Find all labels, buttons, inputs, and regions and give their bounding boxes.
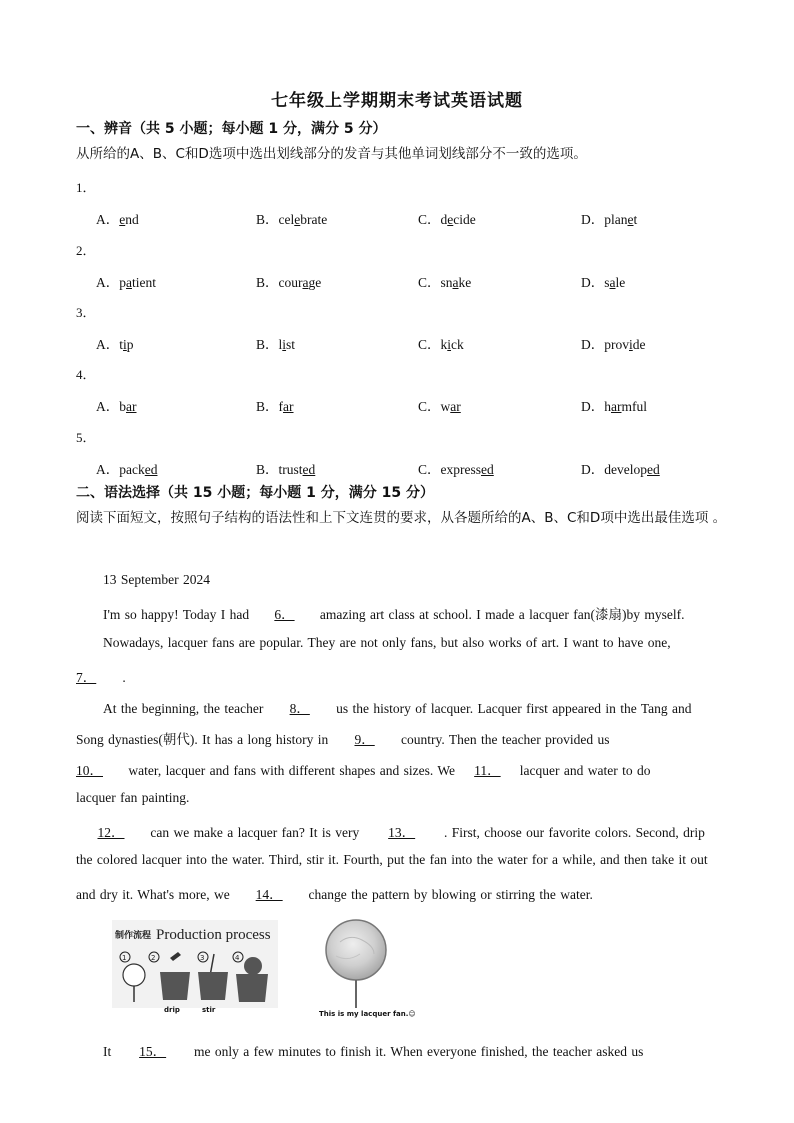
- option-pre: cour: [278, 275, 303, 290]
- passage-text: Nowadays, lacquer fans are popular. They are not only fans, but also works of art. I want to have one,: [103, 635, 671, 650]
- option-label: B．: [256, 275, 279, 290]
- answer-option[interactable]: [96, 395, 137, 415]
- option-pre: w: [440, 399, 451, 414]
- step-number: 2: [151, 954, 156, 962]
- underlined-letters: ed: [302, 462, 316, 477]
- option-pre: prov: [604, 337, 629, 352]
- option-pre: sn: [440, 275, 453, 290]
- underlined-letters: a: [302, 275, 309, 290]
- passage-text: change the pattern by blowing or stirring the water.: [308, 887, 593, 902]
- answer-option[interactable]: [256, 333, 295, 353]
- option-label: A．: [96, 337, 120, 352]
- underlined-letters: ar: [126, 399, 137, 414]
- answer-option[interactable]: [96, 458, 157, 478]
- option-post: st: [286, 337, 296, 352]
- option-post: cide: [453, 212, 476, 227]
- figure-label-drip: drip: [164, 1006, 180, 1014]
- underlined-letters: ed: [647, 462, 660, 477]
- option-post: ke: [458, 275, 472, 290]
- answer-option[interactable]: [418, 458, 494, 478]
- underlined-letters: e: [294, 212, 301, 227]
- passage-line: [103, 635, 695, 651]
- passage-text: country. Then the teacher provided us: [400, 732, 610, 747]
- option-label: C．: [418, 275, 441, 290]
- answer-option[interactable]: [418, 395, 461, 415]
- blank-11[interactable]: 11．: [474, 763, 501, 778]
- option-label: D．: [581, 399, 605, 414]
- answer-option[interactable]: [96, 333, 134, 353]
- option-label: D．: [581, 462, 605, 477]
- option-pre: express: [440, 462, 482, 477]
- answer-option[interactable]: [581, 271, 625, 291]
- option-pre: b: [119, 399, 126, 414]
- answer-option[interactable]: [256, 458, 315, 478]
- passage-line: [76, 821, 705, 841]
- step-number: 3: [200, 954, 205, 962]
- underlined-letters: ed: [481, 462, 494, 477]
- option-pre: h: [604, 399, 611, 414]
- passage-text: I'm so happy! Today I had: [103, 607, 250, 622]
- passage-text: us the history of lacquer. Lacquer first appeared in the Tang and: [336, 701, 692, 716]
- option-pre: trust: [278, 462, 303, 477]
- passage-line: [103, 1040, 670, 1060]
- section2-instruction: 阅读下面短文，按照句子结构的语法性和上下文连贯的要求，从各题所给的A、B、C和D项中选出最佳选项 。: [76, 510, 727, 526]
- option-post: de: [632, 337, 646, 352]
- passage-text: lacquer and water to do: [519, 763, 651, 778]
- option-pre: p: [119, 275, 126, 290]
- option-pre: d: [440, 212, 448, 227]
- passage-text: amazing art class at school. I made a lacquer fan(漆扇)by myself.: [319, 607, 685, 622]
- option-pre: l: [278, 337, 283, 352]
- question-number: 2．: [76, 243, 96, 258]
- passage-line: [76, 728, 636, 748]
- underlined-letters: i: [447, 337, 452, 352]
- option-label: A．: [96, 212, 120, 227]
- option-post: brate: [300, 212, 328, 227]
- underlined-letters: a: [452, 275, 459, 290]
- option-label: B．: [256, 399, 279, 414]
- blank-10[interactable]: 10．: [76, 763, 103, 778]
- underlined-letters: i: [123, 337, 127, 352]
- option-post: le: [615, 275, 626, 290]
- passage-date: 13 September 2024: [103, 572, 210, 587]
- production-process-image: [112, 920, 278, 1008]
- option-label: C．: [418, 212, 441, 227]
- option-post: p: [126, 337, 134, 352]
- answer-option[interactable]: [256, 395, 294, 415]
- option-post: ck: [451, 337, 464, 352]
- option-pre: s: [604, 275, 610, 290]
- underlined-letters: ed: [144, 462, 158, 477]
- answer-option[interactable]: [256, 271, 321, 291]
- option-label: A．: [96, 399, 120, 414]
- option-label: D．: [581, 212, 605, 227]
- option-label: B．: [256, 462, 279, 477]
- option-pre: plan: [604, 212, 628, 227]
- option-label: B．: [256, 212, 279, 227]
- answer-option[interactable]: [256, 208, 327, 228]
- passage-line: [76, 666, 126, 686]
- answer-option[interactable]: [418, 333, 464, 353]
- section1-heading: 一、辨音（共 5 小题；每小题 1 分，满分 5 分）: [76, 121, 387, 137]
- underlined-letters: e: [119, 212, 126, 227]
- blank-12[interactable]: 12．: [97, 825, 125, 840]
- option-label: C．: [418, 337, 441, 352]
- underlined-letters: e: [447, 212, 454, 227]
- answer-option[interactable]: [581, 208, 637, 228]
- blank-13[interactable]: 13．: [388, 825, 416, 840]
- passage-line: [76, 883, 593, 903]
- answer-option[interactable]: [581, 395, 647, 415]
- option-pre: k: [440, 337, 448, 352]
- lacquer-fan-caption: This is my lacquer fan.☺: [319, 1010, 416, 1018]
- passage-text: At the beginning, the teacher: [103, 701, 264, 716]
- underlined-letters: ar: [611, 399, 622, 414]
- passage-line: lacquer fan painting.: [76, 790, 190, 805]
- underlined-letters: i: [629, 337, 633, 352]
- underlined-letters: e: [627, 212, 634, 227]
- figure-heading: Production process: [156, 927, 271, 943]
- passage-text: me only a few minutes to finish it. When everyone finished, the teacher asked us: [194, 1044, 644, 1059]
- answer-option[interactable]: [581, 458, 660, 478]
- underlined-letters: i: [282, 337, 287, 352]
- figure-label-stir: stir: [202, 1006, 216, 1014]
- option-post: tient: [132, 275, 156, 290]
- passage-text: and dry it. What's more, we: [76, 887, 230, 902]
- step-number: 4: [235, 954, 240, 962]
- underlined-letters: ar: [283, 399, 294, 414]
- option-pre: develop: [604, 462, 647, 477]
- passage-text: Song dynasties(朝代). It has a long history in: [76, 732, 329, 747]
- option-label: D．: [581, 337, 605, 352]
- question-number: 5．: [76, 430, 96, 445]
- option-label: A．: [96, 462, 120, 477]
- answer-option[interactable]: [581, 333, 646, 353]
- step-number: 1: [122, 954, 127, 962]
- passage-text: can we make a lacquer fan? It is very: [150, 825, 360, 840]
- option-label: C．: [418, 399, 441, 414]
- passage-line: [103, 697, 692, 717]
- blank-15[interactable]: 15．: [139, 1044, 167, 1059]
- underlined-letters: a: [609, 275, 616, 290]
- option-pre: pack: [119, 462, 145, 477]
- lacquer-fan-image: [318, 916, 414, 1012]
- answer-option[interactable]: [96, 208, 139, 228]
- blank-14[interactable]: 14．: [255, 887, 283, 902]
- passage-text: .: [122, 670, 126, 685]
- option-post: mful: [621, 399, 647, 414]
- option-pre: cel: [278, 212, 295, 227]
- passage-line: [76, 759, 650, 779]
- option-post: t: [633, 212, 638, 227]
- figure-cn-label: 制作流程: [115, 931, 152, 941]
- lacquer-fan-drawing: [318, 916, 414, 1012]
- option-post: ge: [308, 275, 322, 290]
- blank-7[interactable]: 7．: [76, 670, 97, 685]
- answer-option[interactable]: [418, 271, 471, 291]
- underlined-letters: a: [126, 275, 132, 290]
- option-pre: t: [119, 337, 124, 352]
- question-number: 4．: [76, 367, 96, 382]
- blank-6[interactable]: 6．: [274, 607, 295, 622]
- option-label: A．: [96, 275, 120, 290]
- passage-text: water, lacquer and fans with different shapes and sizes. We: [128, 763, 456, 778]
- production-process-drawing: [112, 920, 278, 1008]
- page-title: 七年级上学期期末考试英语试题: [271, 91, 523, 111]
- answer-option[interactable]: [96, 271, 156, 291]
- blank-8[interactable]: 8．: [289, 701, 310, 716]
- passage-line: the colored lacquer into the water. Third, stir it. Fourth, put the fan into the water for a while, and then take it out: [76, 852, 708, 867]
- passage-text: It: [103, 1044, 112, 1059]
- question-number: 1．: [76, 180, 96, 195]
- section2-heading: 二、语法选择（共 15 小题；每小题 1 分，满分 15 分）: [76, 485, 434, 501]
- option-pre: f: [278, 399, 284, 414]
- question-number: 3．: [76, 305, 96, 320]
- option-label: D．: [581, 275, 605, 290]
- underlined-letters: ar: [450, 399, 461, 414]
- option-post: nd: [125, 212, 139, 227]
- option-label: C．: [418, 462, 441, 477]
- passage-line: [103, 603, 684, 623]
- section1-instruction: 从所给的A、B、C和D选项中选出划线部分的发音与其他单词划线部分不一致的选项。: [76, 146, 587, 162]
- blank-9[interactable]: 9．: [354, 732, 375, 747]
- option-label: B．: [256, 337, 279, 352]
- passage-text: . First, choose our favorite colors. Second, drip: [444, 825, 705, 840]
- answer-option[interactable]: [418, 208, 476, 228]
